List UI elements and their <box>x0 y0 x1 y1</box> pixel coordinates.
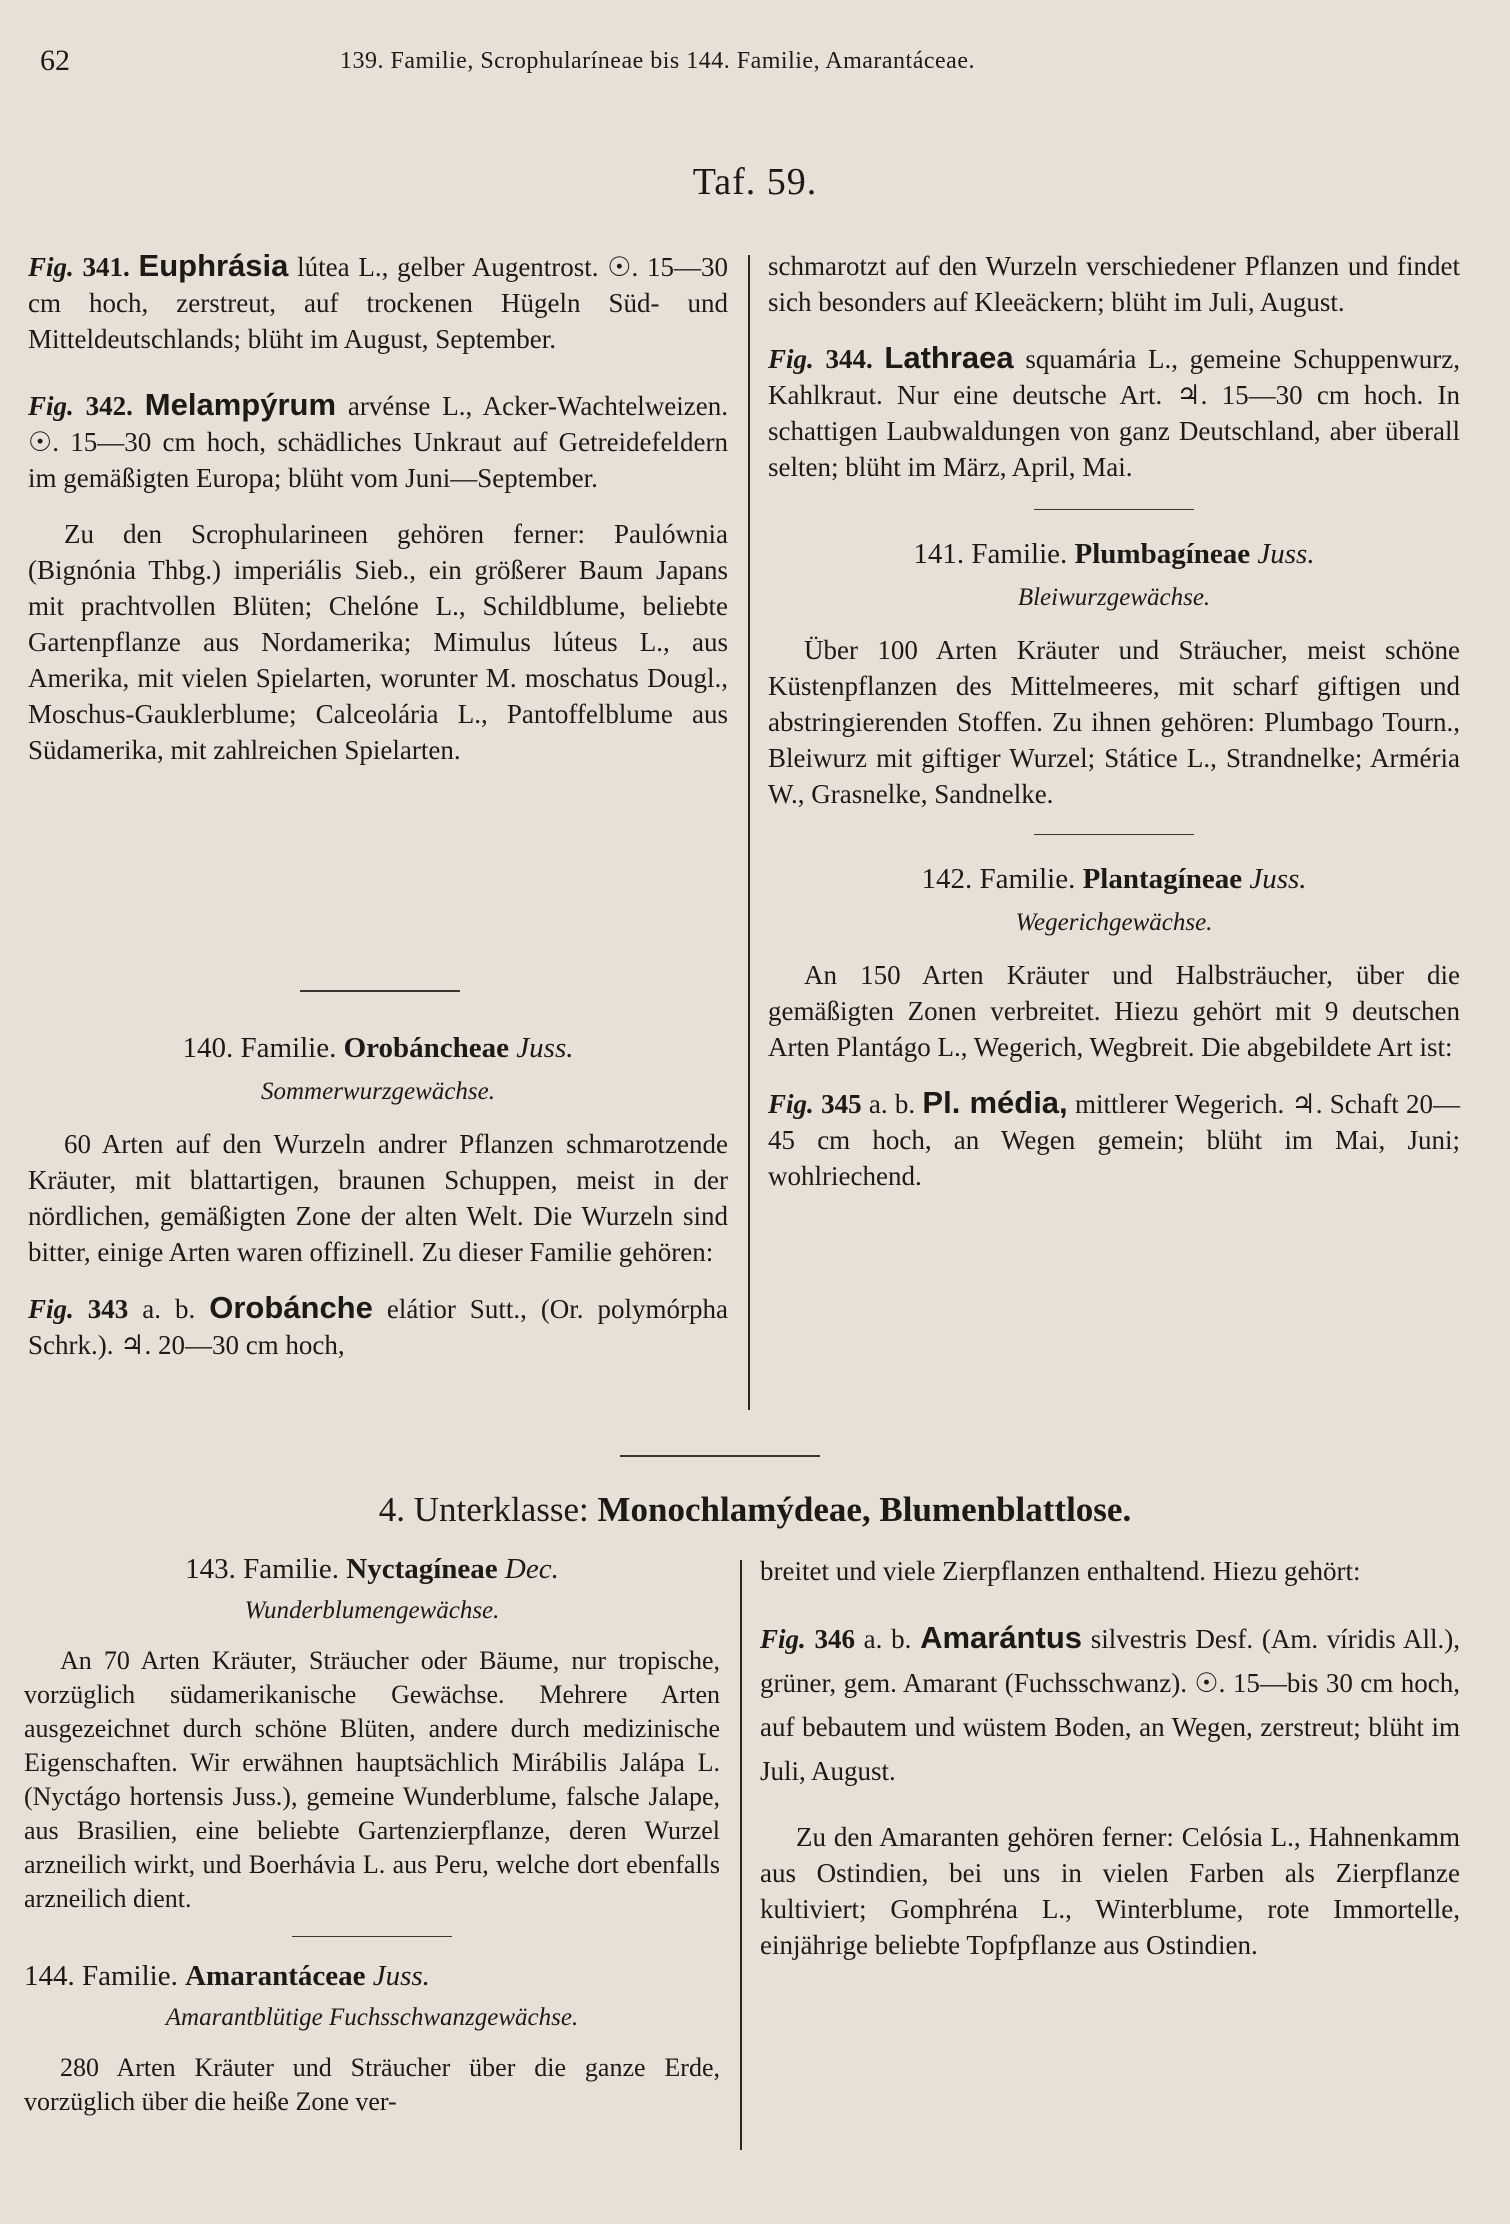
fig-label: Fig. <box>28 1294 74 1324</box>
fig-346-entry <box>760 1616 1460 1793</box>
family-author: Juss. <box>372 1960 430 1992</box>
family-german-name: Wegerichgewächse. <box>1015 909 1213 936</box>
family-author: Juss. <box>516 1032 574 1064</box>
column-divider-upper <box>748 255 750 1410</box>
family-german-name: Wunderblumengewächse. <box>244 1597 500 1624</box>
family-description: An 150 Arten Kräuter und Halbsträucher, über die gemäßigten Zonen verbreitet. Hiezu gehört mit 9 deutschen Arten Plantágo L., Wegerich, Wegbreit. Die abgebildete Art ist: <box>768 960 1460 1062</box>
genus-name: Pl. média, <box>922 1085 1068 1120</box>
page-header <box>40 44 1470 84</box>
left-column-lower <box>24 1552 720 2139</box>
amarant-more-paragraph: Zu den Amaranten gehören ferner: Celósia L., Hahnenkamm aus Ostindien, bei uns in vielen Farben als Zierpflanze kultiviert; Gomphréna L., Winterblume, rote Immortelle, einjährige beliebte Topfpflanze aus Ostindien. <box>760 1822 1460 1960</box>
family-description: 60 Arten auf den Wurzeln andrer Pflanzen schmarotzende Kräuter, mit blattartigen, braunen Schuppen, meist in der nördlichen, gemäßigten Zone der alten Welt. Die Wurzeln sind bitter, einige Arten waren offizinell. Zu dieser Familie gehören: <box>28 1129 728 1267</box>
section-rule <box>292 1936 452 1937</box>
fig-345-entry <box>768 1085 1460 1194</box>
species-description: elátior Sutt., (Or. polymórpha Schrk.). ♃. 20—30 cm hoch, <box>28 1294 729 1360</box>
family-143-heading <box>24 1552 720 1586</box>
fig-344-entry <box>768 340 1460 485</box>
fig-341-entry <box>28 248 728 357</box>
family-number: 140. Familie. <box>182 1032 337 1064</box>
fig-label: Fig. <box>768 1089 814 1119</box>
fig-label: Fig. <box>760 1624 806 1654</box>
fig-number: 341. <box>82 252 130 282</box>
genus-name: Euphrásia <box>138 248 289 283</box>
subclass-heading <box>0 1490 1510 1530</box>
left-column-upper <box>28 248 728 788</box>
fig-parts: a. b. <box>861 1089 923 1119</box>
species-description: squamária L., gemeine Schuppenwurz, Kahlkraut. Nur eine deutsche Art. ♃. 15—30 cm hoch. In schattigen Laubwaldungen von ganz Deutschland, aber überall selten; blüht im März, April, Mai. <box>768 344 1461 482</box>
genus-name: Lathraea <box>884 340 1014 375</box>
family-author: Juss. <box>1249 863 1307 895</box>
fig-number: 344. <box>825 344 873 374</box>
family-144-heading <box>24 1959 720 1993</box>
fig-number: 346 <box>814 1624 855 1654</box>
subclass-title: Monochlamýdeae, Blumenblattlose. <box>597 1490 1132 1529</box>
plate-title: Taf. 59. <box>692 161 818 203</box>
running-title: 139. Familie, Scrophularíneae bis 144. Familie, Amarantáceae. <box>340 48 975 74</box>
fig-number: 343 <box>87 1294 129 1324</box>
family-description: Über 100 Arten Kräuter und Sträucher, meist schöne Küstenpflanzen des Mittelmeeres, mit scharf giftigen und abstringierenden Stoffen. Zu ihnen gehören: Plumbago Tourn., Bleiwurz mit giftiger Wurzel; Státice L., Strandnelke; Arméria W., Grasnelke, Sandnelke. <box>768 635 1460 809</box>
right-column-lower <box>760 1552 1460 1983</box>
section-rule <box>1034 509 1194 510</box>
continued-text: schmarotzt auf den Wurzeln verschiedener Pflanzen und findet sich besonders auf Kleeäckern; blüht im Juli, August. <box>768 251 1460 317</box>
continued-text: breitet und viele Zierpflanzen enthaltend. Hiezu gehört: <box>760 1556 1361 1586</box>
fig-343-entry <box>28 1290 728 1363</box>
section-rule <box>1034 834 1194 835</box>
family-german-name: Amarantblütige Fuchsschwanzgewächse. <box>165 2004 579 2031</box>
family-author: Juss. <box>1257 538 1315 570</box>
family-heading <box>28 1030 728 1066</box>
family-number: 144. Familie. <box>24 1960 178 1992</box>
subclass-rule <box>620 1455 820 1457</box>
fig-label: Fig. <box>28 252 74 282</box>
family-number: 142. Familie. <box>921 863 1076 895</box>
species-description: mittlerer Wegerich. ♃. Schaft 20—45 cm hoch, an Wegen gemein; blüht im Mai, Juni; wohlriechend. <box>768 1089 1461 1191</box>
family-name: Plumbagíneae <box>1074 538 1251 570</box>
family-142-heading <box>768 861 1460 897</box>
family-german-name: Bleiwurzgewächse. <box>1017 584 1211 611</box>
family-name: Nyctagíneae <box>346 1553 498 1585</box>
family-number: 143. Familie. <box>185 1553 339 1585</box>
fig-parts: a. b. <box>128 1294 210 1324</box>
page-number: 62 <box>40 44 70 77</box>
fig-number: 342. <box>85 391 133 421</box>
family-description: An 70 Arten Kräuter, Sträucher oder Bäume, nur tropische, vorzüglich südamerikanische Gewächse. Mehrere Arten ausgezeichnet durch schöne Blüten, andere durch medizinische Eigenschaften. Wir erwähnen hauptsächlich Mirábilis Jalápa L. (Nyctágo hortensis Juss.), gemeine Wunderblume, falsche Jalape, aus Brasilien, eine beliebte Gartenzierpflanze, deren Wurzel arzneilich wirkt, und Boerhávia L. aus Peru, welche dort ebenfalls arzneilich dient. <box>24 1646 720 1913</box>
fig-label: Fig. <box>768 344 814 374</box>
column-divider-lower <box>740 1560 742 2150</box>
family-description: 280 Arten Kräuter und Sträucher über die ganze Erde, vorzüglich über die heiße Zone ver- <box>24 2053 720 2116</box>
genus-name: Amarántus <box>920 1620 1082 1655</box>
fig-label: Fig. <box>28 391 74 421</box>
scrophularineae-more-paragraph: Zu den Scrophularineen gehören ferner: Paulównia (Bignónia Thbg.) imperiális Sieb., ein größerer Baum Japans mit prachtvollen Blüten; Chelóne L., Schildblume, beliebte Gartenpflanze aus Nordamerika; Mimulus lúteus L., aus Amerika, mit vielen Spielarten, worunter M. moschatus Dougl., Moschus-Gauklerblume; Calceolária L., Pantoffelblume aus Südamerika, mit zahlreichen Spielarten. <box>28 519 728 765</box>
species-description: arvénse L., Acker-Wachtelweizen. ☉. 15—30 cm hoch, schädliches Unkraut auf Getreidefeldern im gemäßigten Europa; blüht vom Juni—September. <box>28 391 729 493</box>
family-141-heading <box>768 536 1460 572</box>
section-rule <box>300 990 460 992</box>
species-description: lútea L., gelber Augentrost. ☉. 15—30 cm hoch, zerstreut, auf trockenen Hügeln Süd- und Mitteldeutschlands; blüht im August, September. <box>28 252 729 354</box>
right-column-upper <box>768 248 1460 1214</box>
genus-name: Orobánche <box>209 1290 373 1325</box>
family-german-name: Sommerwurzgewächse. <box>260 1078 495 1105</box>
family-name: Amarantáceae <box>185 1960 366 1992</box>
genus-name: Melampýrum <box>144 387 337 422</box>
family-author: Dec. <box>504 1553 559 1585</box>
species-description: silvestris Desf. (Am. víridis All.), grüner, gem. Amarant (Fuchsschwanz). ☉. 15—bis 30 cm hoch, auf bebautem und wüstem Boden, an Wegen, zerstreut; blüht im Juli, August. <box>760 1624 1460 1786</box>
subclass-prefix: 4. Unterklasse: <box>378 1490 598 1529</box>
family-name: Plantagíneae <box>1082 863 1243 895</box>
family-name: Orobáncheae <box>343 1032 510 1064</box>
family-number: 141. Familie. <box>913 538 1068 570</box>
family-140-section <box>28 1030 728 1383</box>
fig-342-entry <box>28 387 728 496</box>
fig-parts: a. b. <box>854 1624 921 1654</box>
fig-number: 345 <box>821 1089 862 1119</box>
